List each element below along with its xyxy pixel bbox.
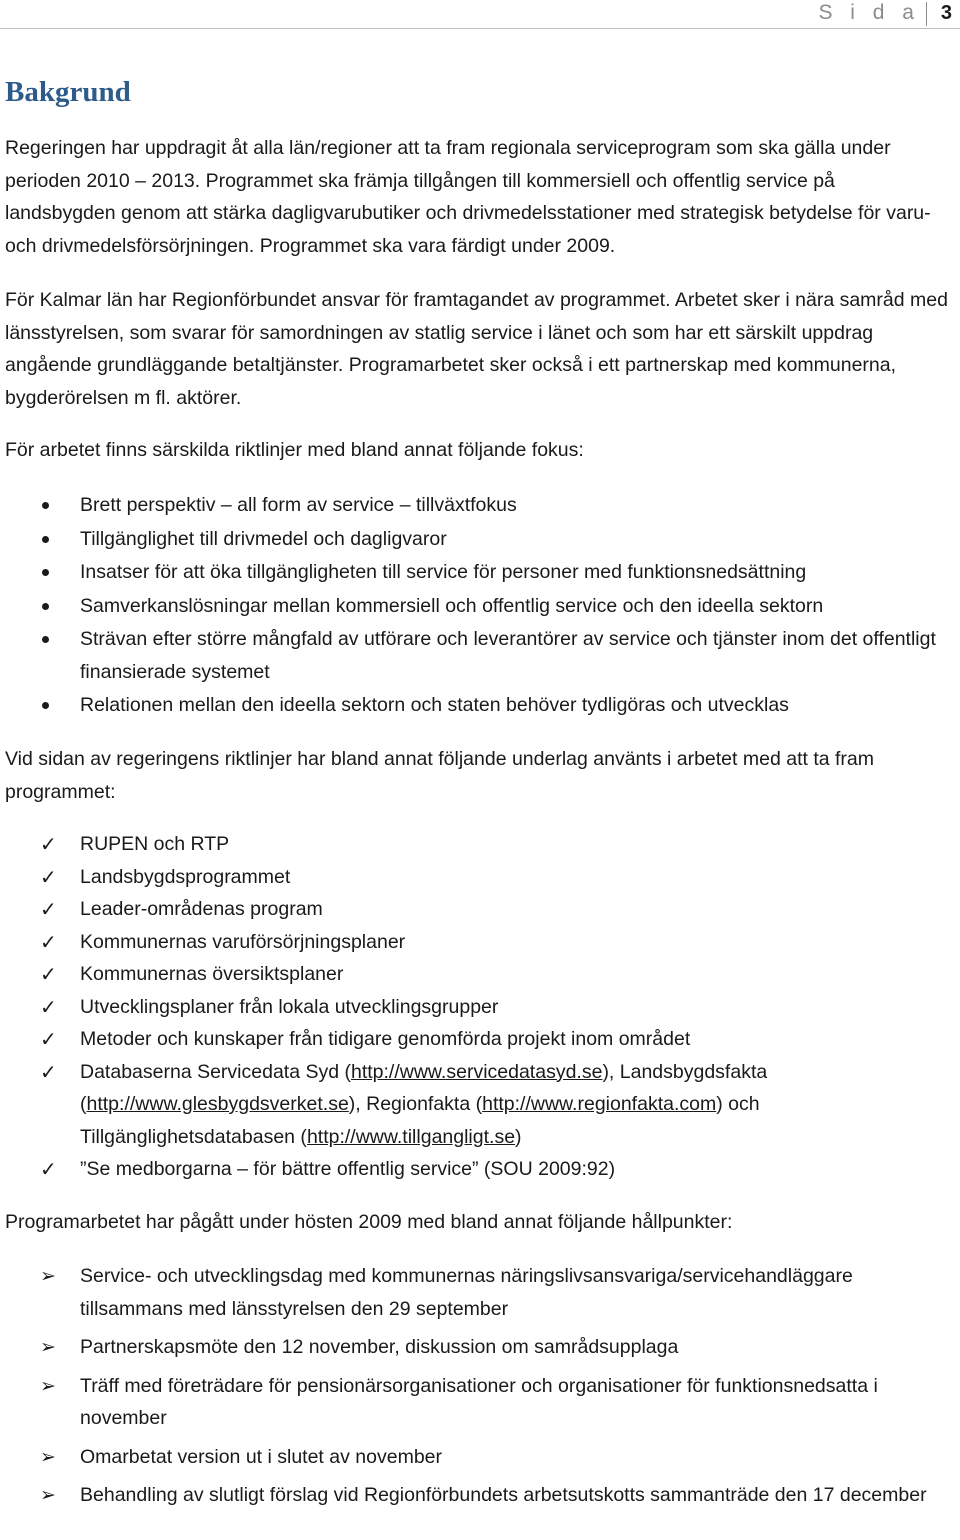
list-item	[0, 1370, 955, 1435]
checkmark-icon: ✓	[40, 962, 57, 986]
checkmark-icon: ✓	[40, 1157, 57, 1181]
list-item-databases	[0, 1056, 955, 1154]
arrow-right-icon: ➢	[40, 1374, 56, 1397]
databases-text	[80, 1061, 767, 1148]
page-number: 3	[940, 2, 952, 24]
checkmark-icon: ✓	[40, 1059, 57, 1084]
checkmark-icon: ✓	[40, 929, 57, 954]
list-item	[0, 689, 955, 722]
milestones-arrow-list	[0, 1260, 955, 1512]
list-item-text: Utvecklingsplaner från lokala utvecklingsgrupper	[80, 995, 499, 1018]
list-item	[0, 1023, 955, 1056]
list-item-text: RUPEN och RTP	[80, 833, 230, 855]
list-item-text: Insatser för att öka tillgängligheten till service för personer med funktionsnedsättning	[80, 561, 807, 583]
checkmark-icon: ✓	[40, 832, 57, 856]
list-item	[0, 991, 955, 1024]
list-item-text: Leader-områdenas program	[80, 898, 323, 920]
text-fragment: ), Regionfakta (	[348, 1093, 483, 1115]
arrow-right-icon: ➢	[40, 1336, 56, 1358]
header-divider	[926, 2, 927, 26]
arrow-right-icon: ➢	[40, 1265, 56, 1287]
list-item-text: Träff med företrädare för pensionärsorganisationer och organisationer för funktionsnedsatta i november	[80, 1374, 878, 1429]
list-item-text: Brett perspektiv – all form av service – tillväxtfokus	[80, 494, 517, 516]
list-item	[0, 1260, 955, 1325]
list-item	[0, 1331, 955, 1364]
sources-check-list	[0, 828, 955, 1186]
list-item-text: Kommunernas översiktsplaner	[80, 963, 344, 985]
page-label: S i d a	[818, 1, 920, 24]
list-item-text: Service- och utvecklingsdag med kommunernas näringslivsansvariga/servicehandläggare tillsammans med länsstyrelsen den 29 september	[80, 1265, 853, 1320]
list-item	[0, 1153, 955, 1186]
list-item-text: Landsbygdsprogrammet	[80, 865, 291, 888]
paragraph-responsibility: För Kalmar län har Regionförbundet ansvar för framtagandet av programmet. Arbetet sker i nära samråd med länsstyrelsen, som svarar för samordningen av statlig service i länet och som har ett särskilt uppdrag angående grundläggande betaltjänster. Programarbetet sker också i ett partnerskap med kommunerna, bygderörelsen m fl. aktörer.	[5, 289, 948, 409]
page-header	[0, 0, 960, 29]
text-fragment: ), Landsbygdsfakta (	[80, 1060, 768, 1115]
focus-bullet-list	[0, 489, 955, 722]
list-item	[0, 893, 955, 926]
paragraph-sources-intro: Vid sidan av regeringens riktlinjer har bland annat följande underlag använts i arbetet med att ta fram programmet:	[5, 748, 874, 803]
list-item-text: ”Se medborgarna – för bättre offentlig service” (SOU 2009:92)	[80, 1158, 616, 1180]
list-item	[0, 861, 955, 894]
list-item	[0, 623, 955, 688]
list-item	[0, 590, 955, 623]
list-item	[0, 523, 955, 556]
checkmark-icon: ✓	[40, 1027, 57, 1051]
list-item-text: Tillgänglighet till drivmedel och dagligvaror	[80, 527, 447, 550]
list-item	[0, 828, 955, 861]
list-item-text: Relationen mellan den ideella sektorn och staten behöver tydligöras och utvecklas	[80, 694, 789, 716]
section-title: Bakgrund	[5, 76, 131, 108]
list-item-text: Partnerskapsmöte den 12 november, diskussion om samrådsupplaga	[80, 1336, 679, 1358]
list-item	[0, 958, 955, 991]
list-item-text: Metoder och kunskaper från tidigare genomförda projekt inom området	[80, 1028, 691, 1050]
list-item	[0, 1479, 955, 1512]
text-fragment: )	[515, 1125, 522, 1148]
paragraph-intro: Regeringen har uppdragit åt alla län/regioner att ta fram regionala serviceprogram som ska gälla under perioden 2010 – 2013. Programmet ska främja tillgången till kommersiell och offentlig service på landsbygden genom att stärka dagligvarubutiker och drivmedelsstationer med strategisk betydelse för varu- och drivmedelsförsörjningen. Programmet ska vara färdigt under 2009.	[5, 137, 931, 257]
link-regionfakta[interactable]: http://www.regionfakta.com	[482, 1093, 717, 1115]
text-fragment: Databaserna Servicedata Syd (	[80, 1060, 351, 1083]
text-fragment: ) och Tillgänglighetsdatabasen (	[80, 1093, 760, 1148]
list-item	[0, 926, 955, 959]
checkmark-icon: ✓	[40, 994, 57, 1019]
list-item-text: Omarbetat version ut i slutet av november	[80, 1445, 442, 1468]
arrow-right-icon: ➢	[40, 1445, 56, 1468]
checkmark-icon: ✓	[40, 897, 57, 921]
link-glesbygdsverket[interactable]: http://www.glesbygdsverket.se	[86, 1093, 349, 1115]
list-item-text: Kommunernas varuförsörjningsplaner	[80, 930, 406, 953]
arrow-right-icon: ➢	[40, 1484, 56, 1506]
list-item	[0, 1441, 955, 1474]
checkmark-icon: ✓	[40, 864, 57, 889]
list-item-text: Strävan efter större mångfald av utförare och leverantörer av service och tjänster inom det offentligt finansierade systemet	[80, 628, 936, 683]
list-item	[0, 489, 955, 522]
list-item	[0, 556, 955, 589]
list-item-text: Samverkanslösningar mellan kommersiell och offentlig service och den ideella sektorn	[80, 594, 824, 617]
list-item-text: Behandling av slutligt förslag vid Regionförbundets arbetsutskotts sammanträde den 17 december	[80, 1484, 927, 1506]
link-servicedatasyd[interactable]: http://www.servicedatasyd.se	[350, 1060, 603, 1083]
paragraph-focus-intro: För arbetet finns särskilda riktlinjer med bland annat följande fokus:	[5, 439, 584, 461]
paragraph-milestones-intro: Programarbetet har pågått under hösten 2009 med bland annat följande hållpunkter:	[5, 1211, 733, 1233]
link-tillgangligt[interactable]: http://www.tillgangligt.se	[306, 1125, 516, 1148]
